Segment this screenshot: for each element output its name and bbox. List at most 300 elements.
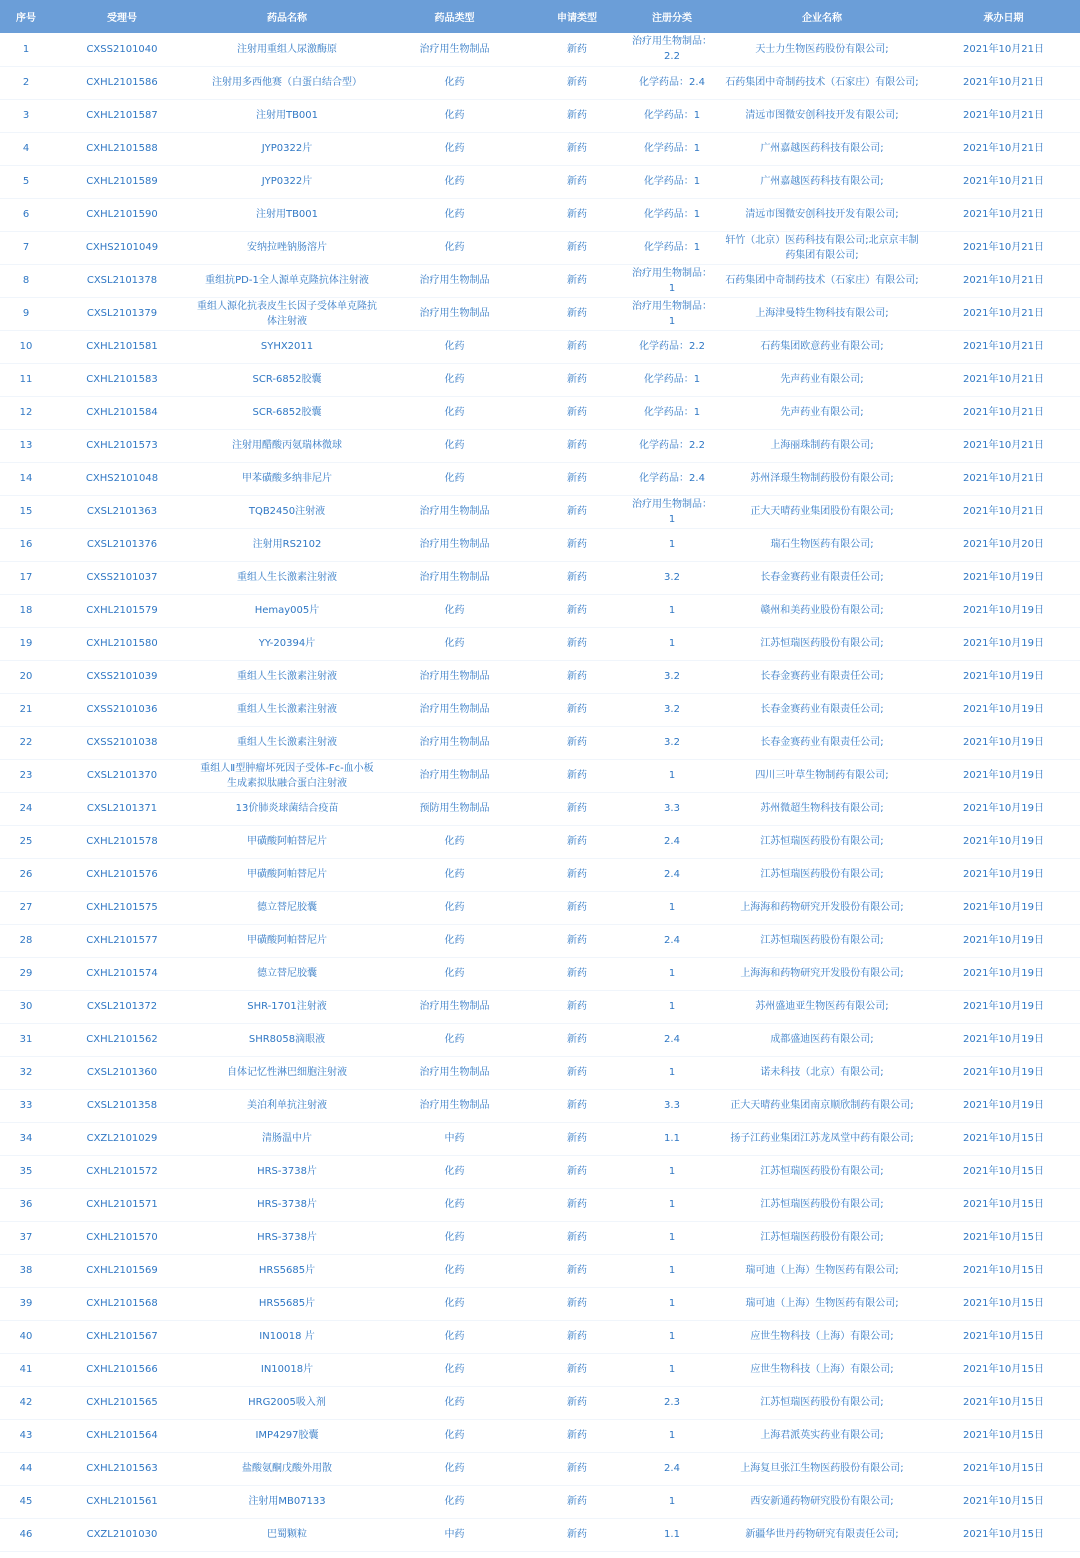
cell-company-name: 江苏恒瑞医药股份有限公司;	[717, 924, 927, 957]
cell-application-type: 新药	[527, 1419, 627, 1452]
cell-acceptance-no: CXSL2101360	[52, 1056, 192, 1089]
cell-seq: 9	[0, 297, 52, 330]
cell-company-name: 江苏恒瑞医药股份有限公司;	[717, 1155, 927, 1188]
cell-seq: 25	[0, 825, 52, 858]
cell-company-name: 上海海和药物研究开发股份有限公司;	[717, 957, 927, 990]
cell-drug-name: 美泊利单抗注射液	[192, 1089, 382, 1122]
cell-acceptance-no: CXSL2101363	[52, 495, 192, 528]
cell-drug-type: 治疗用生物制品	[382, 495, 527, 528]
cell-acceptance-no: CXHS2101049	[52, 231, 192, 264]
cell-registration-class: 1	[627, 1353, 717, 1386]
cell-date: 2021年10月19日	[927, 924, 1080, 957]
cell-drug-name: 甲苯磺酸多纳非尼片	[192, 462, 382, 495]
cell-registration-class: 2.3	[627, 1386, 717, 1419]
cell-seq: 32	[0, 1056, 52, 1089]
cell-date: 2021年10月15日	[927, 1254, 1080, 1287]
cell-application-type: 新药	[527, 660, 627, 693]
cell-seq: 24	[0, 792, 52, 825]
cell-acceptance-no: CXHL2101564	[52, 1419, 192, 1452]
table-row	[0, 1254, 1080, 1287]
cell-drug-name: 清肠温中片	[192, 1122, 382, 1155]
cell-drug-name: 重组人生长激素注射液	[192, 726, 382, 759]
cell-seq: 40	[0, 1320, 52, 1353]
cell-registration-class: 1	[627, 891, 717, 924]
header-company-name: 企业名称	[717, 0, 927, 33]
cell-registration-class: 化学药品：1	[627, 198, 717, 231]
cell-registration-class: 化学药品：1	[627, 396, 717, 429]
cell-company-name: 苏州盛迪亚生物医药有限公司;	[717, 990, 927, 1023]
cell-drug-type: 化药	[382, 1353, 527, 1386]
table-row	[0, 1353, 1080, 1386]
table-row	[0, 1122, 1080, 1155]
cell-application-type: 新药	[527, 66, 627, 99]
cell-seq: 18	[0, 594, 52, 627]
cell-date: 2021年10月19日	[927, 726, 1080, 759]
cell-drug-name: 13价肺炎球菌结合疫苗	[192, 792, 382, 825]
cell-acceptance-no: CXSS2101040	[52, 33, 192, 66]
cell-acceptance-no: CXHL2101590	[52, 198, 192, 231]
cell-registration-class: 2.4	[627, 1023, 717, 1056]
cell-date: 2021年10月20日	[927, 528, 1080, 561]
cell-company-name: 应世生物科技（上海）有限公司;	[717, 1353, 927, 1386]
table-row	[0, 396, 1080, 429]
cell-seq: 19	[0, 627, 52, 660]
cell-acceptance-no: CXSL2101376	[52, 528, 192, 561]
table-row	[0, 264, 1080, 297]
cell-application-type: 新药	[527, 429, 627, 462]
cell-registration-class: 2.4	[627, 1452, 717, 1485]
cell-registration-class: 2.4	[627, 924, 717, 957]
cell-drug-name: SHR-1701注射液	[192, 990, 382, 1023]
cell-application-type: 新药	[527, 1023, 627, 1056]
cell-date: 2021年10月19日	[927, 957, 1080, 990]
table-row	[0, 132, 1080, 165]
cell-drug-name: 重组人生长激素注射液	[192, 693, 382, 726]
cell-drug-type: 预防用生物制品	[382, 792, 527, 825]
cell-date: 2021年10月15日	[927, 1122, 1080, 1155]
table-row	[0, 726, 1080, 759]
cell-registration-class: 3.2	[627, 693, 717, 726]
cell-company-name: 石药集团欧意药业有限公司;	[717, 330, 927, 363]
cell-date: 2021年10月15日	[927, 1221, 1080, 1254]
cell-application-type: 新药	[527, 1221, 627, 1254]
cell-acceptance-no: CXHL2101575	[52, 891, 192, 924]
cell-drug-name: SYHX2011	[192, 330, 382, 363]
cell-company-name: 西安新通药物研究股份有限公司;	[717, 1485, 927, 1518]
cell-drug-type: 化药	[382, 1188, 527, 1221]
cell-application-type: 新药	[527, 330, 627, 363]
cell-application-type: 新药	[527, 132, 627, 165]
cell-application-type: 新药	[527, 198, 627, 231]
cell-date: 2021年10月15日	[927, 1386, 1080, 1419]
cell-company-name: 长春金赛药业有限责任公司;	[717, 561, 927, 594]
cell-drug-type: 化药	[382, 825, 527, 858]
header-date: 承办日期	[927, 0, 1080, 33]
cell-company-name: 上海复旦张江生物医药股份有限公司;	[717, 1452, 927, 1485]
cell-acceptance-no: CXHL2101568	[52, 1287, 192, 1320]
cell-drug-type: 化药	[382, 1155, 527, 1188]
cell-date: 2021年10月19日	[927, 759, 1080, 792]
table-row	[0, 231, 1080, 264]
cell-drug-type: 治疗用生物制品	[382, 1056, 527, 1089]
cell-drug-name: 重组人源化抗表皮生长因子受体单克隆抗体注射液	[192, 297, 382, 330]
cell-drug-name: 甲磺酸阿帕替尼片	[192, 858, 382, 891]
cell-company-name: 清远市图微安创科技开发有限公司;	[717, 99, 927, 132]
cell-acceptance-no: CXHL2101584	[52, 396, 192, 429]
table-row	[0, 462, 1080, 495]
cell-drug-type: 化药	[382, 891, 527, 924]
cell-drug-name: 重组抗PD-1全人源单克隆抗体注射液	[192, 264, 382, 297]
cell-acceptance-no: CXSL2101372	[52, 990, 192, 1023]
table-row	[0, 924, 1080, 957]
cell-drug-name: 注射用RS2102	[192, 528, 382, 561]
cell-seq: 17	[0, 561, 52, 594]
cell-registration-class: 化学药品：2.4	[627, 462, 717, 495]
cell-acceptance-no: CXHL2101570	[52, 1221, 192, 1254]
cell-company-name: 轩竹（北京）医药科技有限公司;北京京丰制药集团有限公司;	[717, 231, 927, 264]
cell-registration-class: 1.1	[627, 1122, 717, 1155]
cell-company-name: 江苏恒瑞医药股份有限公司;	[717, 858, 927, 891]
cell-application-type: 新药	[527, 594, 627, 627]
cell-company-name: 诺未科技（北京）有限公司;	[717, 1056, 927, 1089]
cell-seq: 38	[0, 1254, 52, 1287]
cell-date: 2021年10月21日	[927, 495, 1080, 528]
table-row	[0, 33, 1080, 66]
cell-seq: 1	[0, 33, 52, 66]
cell-registration-class: 化学药品：1	[627, 99, 717, 132]
cell-acceptance-no: CXSS2101036	[52, 693, 192, 726]
cell-date: 2021年10月21日	[927, 198, 1080, 231]
cell-drug-type: 治疗用生物制品	[382, 759, 527, 792]
table-row	[0, 957, 1080, 990]
cell-seq: 21	[0, 693, 52, 726]
cell-drug-name: 注射用多西他赛（白蛋白结合型）	[192, 66, 382, 99]
cell-drug-type: 中药	[382, 1122, 527, 1155]
cell-application-type: 新药	[527, 165, 627, 198]
cell-drug-name: SCR-6852胶囊	[192, 363, 382, 396]
cell-registration-class: 3.3	[627, 792, 717, 825]
cell-registration-class: 化学药品：1	[627, 165, 717, 198]
table-row	[0, 1419, 1080, 1452]
cell-seq: 35	[0, 1155, 52, 1188]
cell-seq: 8	[0, 264, 52, 297]
cell-drug-name: SHR8058滴眼液	[192, 1023, 382, 1056]
cell-date: 2021年10月15日	[927, 1320, 1080, 1353]
table-row	[0, 297, 1080, 330]
cell-drug-name: 注射用TB001	[192, 198, 382, 231]
cell-date: 2021年10月21日	[927, 99, 1080, 132]
cell-acceptance-no: CXHL2101563	[52, 1452, 192, 1485]
cell-drug-name: HRS5685片	[192, 1254, 382, 1287]
cell-company-name: 长春金赛药业有限责任公司;	[717, 693, 927, 726]
cell-registration-class: 3.2	[627, 561, 717, 594]
cell-date: 2021年10月19日	[927, 858, 1080, 891]
table-body	[0, 33, 1080, 1551]
cell-drug-name: 德立替尼胶囊	[192, 957, 382, 990]
cell-drug-type: 化药	[382, 198, 527, 231]
cell-company-name: 应世生物科技（上海）有限公司;	[717, 1320, 927, 1353]
cell-seq: 11	[0, 363, 52, 396]
cell-application-type: 新药	[527, 957, 627, 990]
table-row	[0, 1287, 1080, 1320]
cell-acceptance-no: CXSL2101358	[52, 1089, 192, 1122]
header-acceptance-no: 受理号	[52, 0, 192, 33]
cell-registration-class: 3.2	[627, 726, 717, 759]
cell-drug-name: IN10018 片	[192, 1320, 382, 1353]
cell-application-type: 新药	[527, 1089, 627, 1122]
header-row	[0, 0, 1080, 33]
table-row	[0, 891, 1080, 924]
cell-registration-class: 1	[627, 1419, 717, 1452]
header-registration-class: 注册分类	[627, 0, 717, 33]
cell-company-name: 江苏恒瑞医药股份有限公司;	[717, 1188, 927, 1221]
cell-application-type: 新药	[527, 891, 627, 924]
cell-drug-type: 化药	[382, 1320, 527, 1353]
cell-drug-name: 注射用重组人尿激酶原	[192, 33, 382, 66]
cell-application-type: 新药	[527, 528, 627, 561]
table-row	[0, 1188, 1080, 1221]
cell-application-type: 新药	[527, 1518, 627, 1551]
cell-acceptance-no: CXHL2101572	[52, 1155, 192, 1188]
cell-drug-type: 化药	[382, 1023, 527, 1056]
cell-drug-type: 化药	[382, 165, 527, 198]
cell-seq: 15	[0, 495, 52, 528]
cell-drug-type: 治疗用生物制品	[382, 1089, 527, 1122]
cell-application-type: 新药	[527, 1485, 627, 1518]
cell-acceptance-no: CXHL2101565	[52, 1386, 192, 1419]
cell-application-type: 新药	[527, 792, 627, 825]
cell-date: 2021年10月21日	[927, 66, 1080, 99]
cell-drug-type: 治疗用生物制品	[382, 264, 527, 297]
cell-registration-class: 1	[627, 1056, 717, 1089]
cell-date: 2021年10月21日	[927, 462, 1080, 495]
cell-acceptance-no: CXHL2101580	[52, 627, 192, 660]
cell-registration-class: 3.2	[627, 660, 717, 693]
cell-application-type: 新药	[527, 363, 627, 396]
cell-drug-type: 化药	[382, 627, 527, 660]
cell-registration-class: 1	[627, 1155, 717, 1188]
cell-drug-type: 化药	[382, 1221, 527, 1254]
cell-seq: 33	[0, 1089, 52, 1122]
cell-registration-class: 化学药品：2.2	[627, 429, 717, 462]
cell-application-type: 新药	[527, 99, 627, 132]
cell-seq: 14	[0, 462, 52, 495]
cell-acceptance-no: CXHL2101567	[52, 1320, 192, 1353]
cell-application-type: 新药	[527, 396, 627, 429]
cell-drug-type: 治疗用生物制品	[382, 990, 527, 1023]
cell-application-type: 新药	[527, 1122, 627, 1155]
cell-company-name: 先声药业有限公司;	[717, 396, 927, 429]
cell-date: 2021年10月21日	[927, 264, 1080, 297]
cell-date: 2021年10月15日	[927, 1419, 1080, 1452]
cell-application-type: 新药	[527, 33, 627, 66]
cell-date: 2021年10月19日	[927, 1089, 1080, 1122]
cell-date: 2021年10月21日	[927, 429, 1080, 462]
cell-drug-name: Hemay005片	[192, 594, 382, 627]
cell-date: 2021年10月21日	[927, 33, 1080, 66]
cell-registration-class: 1	[627, 1287, 717, 1320]
cell-registration-class: 化学药品：2.4	[627, 66, 717, 99]
cell-registration-class: 1	[627, 627, 717, 660]
cell-application-type: 新药	[527, 462, 627, 495]
cell-application-type: 新药	[527, 924, 627, 957]
cell-seq: 12	[0, 396, 52, 429]
cell-application-type: 新药	[527, 1353, 627, 1386]
cell-date: 2021年10月21日	[927, 231, 1080, 264]
cell-acceptance-no: CXZL2101029	[52, 1122, 192, 1155]
cell-seq: 30	[0, 990, 52, 1023]
cell-drug-type: 化药	[382, 1254, 527, 1287]
cell-application-type: 新药	[527, 1155, 627, 1188]
cell-application-type: 新药	[527, 693, 627, 726]
cell-drug-name: YY-20394片	[192, 627, 382, 660]
cell-company-name: 上海津曼特生物科技有限公司;	[717, 297, 927, 330]
cell-date: 2021年10月15日	[927, 1155, 1080, 1188]
cell-drug-name: IMP4297胶囊	[192, 1419, 382, 1452]
cell-application-type: 新药	[527, 825, 627, 858]
table-row	[0, 1056, 1080, 1089]
table-header	[0, 0, 1080, 33]
cell-seq: 13	[0, 429, 52, 462]
cell-seq: 42	[0, 1386, 52, 1419]
cell-drug-type: 化药	[382, 462, 527, 495]
table-row	[0, 594, 1080, 627]
cell-acceptance-no: CXHL2101589	[52, 165, 192, 198]
cell-registration-class: 2.4	[627, 825, 717, 858]
cell-acceptance-no: CXHS2101048	[52, 462, 192, 495]
cell-acceptance-no: CXHL2101588	[52, 132, 192, 165]
cell-drug-type: 化药	[382, 1485, 527, 1518]
cell-drug-type: 化药	[382, 231, 527, 264]
cell-registration-class: 1	[627, 1485, 717, 1518]
cell-registration-class: 1	[627, 528, 717, 561]
cell-drug-name: IN10018片	[192, 1353, 382, 1386]
cell-drug-type: 化药	[382, 330, 527, 363]
table-row	[0, 792, 1080, 825]
cell-drug-type: 化药	[382, 1287, 527, 1320]
cell-acceptance-no: CXHL2101569	[52, 1254, 192, 1287]
cell-seq: 43	[0, 1419, 52, 1452]
cell-registration-class: 1	[627, 990, 717, 1023]
cell-application-type: 新药	[527, 1320, 627, 1353]
cell-application-type: 新药	[527, 264, 627, 297]
cell-date: 2021年10月15日	[927, 1518, 1080, 1551]
cell-date: 2021年10月19日	[927, 1023, 1080, 1056]
cell-drug-type: 化药	[382, 594, 527, 627]
cell-seq: 36	[0, 1188, 52, 1221]
cell-date: 2021年10月15日	[927, 1287, 1080, 1320]
cell-registration-class: 1	[627, 594, 717, 627]
cell-application-type: 新药	[527, 726, 627, 759]
cell-company-name: 江苏恒瑞医药股份有限公司;	[717, 1221, 927, 1254]
cell-drug-type: 化药	[382, 1386, 527, 1419]
cell-seq: 5	[0, 165, 52, 198]
cell-seq: 3	[0, 99, 52, 132]
cell-date: 2021年10月19日	[927, 561, 1080, 594]
cell-drug-type: 化药	[382, 858, 527, 891]
cell-drug-name: 自体记忆性淋巴细胞注射液	[192, 1056, 382, 1089]
cell-company-name: 先声药业有限公司;	[717, 363, 927, 396]
table-row	[0, 858, 1080, 891]
cell-seq: 34	[0, 1122, 52, 1155]
cell-seq: 6	[0, 198, 52, 231]
cell-drug-type: 化药	[382, 363, 527, 396]
cell-drug-type: 中药	[382, 1518, 527, 1551]
table-row	[0, 165, 1080, 198]
cell-drug-name: 注射用醋酸丙氨瑞林微球	[192, 429, 382, 462]
cell-company-name: 江苏恒瑞医药股份有限公司;	[717, 627, 927, 660]
cell-drug-type: 治疗用生物制品	[382, 660, 527, 693]
cell-registration-class: 1	[627, 1188, 717, 1221]
cell-date: 2021年10月19日	[927, 693, 1080, 726]
cell-date: 2021年10月21日	[927, 363, 1080, 396]
cell-drug-type: 化药	[382, 1452, 527, 1485]
cell-registration-class: 1	[627, 1320, 717, 1353]
table-row	[0, 1320, 1080, 1353]
cell-drug-name: 重组人生长激素注射液	[192, 660, 382, 693]
cell-drug-name: 甲磺酸阿帕替尼片	[192, 924, 382, 957]
table-row	[0, 1221, 1080, 1254]
cell-drug-name: 注射用TB001	[192, 99, 382, 132]
table-row	[0, 495, 1080, 528]
table-row	[0, 1155, 1080, 1188]
cell-acceptance-no: CXSS2101039	[52, 660, 192, 693]
cell-date: 2021年10月19日	[927, 792, 1080, 825]
cell-application-type: 新药	[527, 1188, 627, 1221]
cell-application-type: 新药	[527, 759, 627, 792]
cell-acceptance-no: CXSS2101038	[52, 726, 192, 759]
cell-drug-type: 化药	[382, 99, 527, 132]
cell-acceptance-no: CXSL2101378	[52, 264, 192, 297]
cell-drug-name: 重组人Ⅱ型肿瘤坏死因子受体-Fc-血小板生成素拟肽融合蛋白注射液	[192, 759, 382, 792]
cell-drug-type: 化药	[382, 924, 527, 957]
cell-company-name: 石药集团中奇制药技术（石家庄）有限公司;	[717, 66, 927, 99]
cell-company-name: 新疆华世丹药物研究有限责任公司;	[717, 1518, 927, 1551]
cell-company-name: 上海海和药物研究开发股份有限公司;	[717, 891, 927, 924]
cell-company-name: 长春金赛药业有限责任公司;	[717, 726, 927, 759]
cell-application-type: 新药	[527, 990, 627, 1023]
cell-drug-name: 安纳拉唑钠肠溶片	[192, 231, 382, 264]
cell-seq: 10	[0, 330, 52, 363]
table-row	[0, 1485, 1080, 1518]
cell-registration-class: 治疗用生物制品：1	[627, 495, 717, 528]
cell-drug-name: 重组人生长激素注射液	[192, 561, 382, 594]
cell-acceptance-no: CXHL2101573	[52, 429, 192, 462]
cell-drug-name: JYP0322片	[192, 132, 382, 165]
cell-seq: 26	[0, 858, 52, 891]
cell-registration-class: 1	[627, 759, 717, 792]
cell-date: 2021年10月19日	[927, 627, 1080, 660]
cell-date: 2021年10月15日	[927, 1452, 1080, 1485]
cell-seq: 39	[0, 1287, 52, 1320]
cell-acceptance-no: CXHL2101561	[52, 1485, 192, 1518]
cell-drug-name: HRG2005吸入剂	[192, 1386, 382, 1419]
cell-acceptance-no: CXHL2101587	[52, 99, 192, 132]
table-row	[0, 759, 1080, 792]
cell-application-type: 新药	[527, 627, 627, 660]
cell-drug-type: 治疗用生物制品	[382, 561, 527, 594]
cell-acceptance-no: CXHL2101574	[52, 957, 192, 990]
cell-date: 2021年10月15日	[927, 1353, 1080, 1386]
cell-drug-name: 巴蜀颗粒	[192, 1518, 382, 1551]
cell-drug-name: SCR-6852胶囊	[192, 396, 382, 429]
cell-drug-name: JYP0322片	[192, 165, 382, 198]
cell-application-type: 新药	[527, 1386, 627, 1419]
cell-seq: 45	[0, 1485, 52, 1518]
cell-acceptance-no: CXHL2101578	[52, 825, 192, 858]
cell-acceptance-no: CXHL2101571	[52, 1188, 192, 1221]
cell-company-name: 上海君派英实药业有限公司;	[717, 1419, 927, 1452]
